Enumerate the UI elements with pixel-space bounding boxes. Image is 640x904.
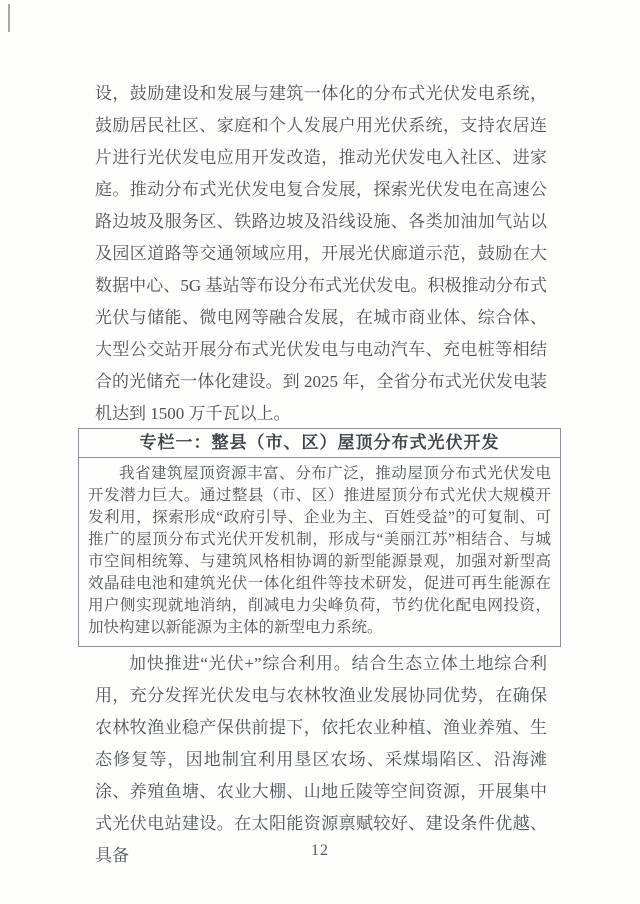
body-paragraph-1: 设，鼓励建设和发展与建筑一体化的分布式光伏发电系统，鼓励居民社区、家庭和个人发展户用光伏系统，支持农居连片进行光伏发电应用开发改造，推动光伏发电入社区、进家庭。推动分布式光伏发电复合发展，探索光伏发电在高速公路边坡及服务区、铁路边坡及沿线设施、各类加油加气站以及园区道路等交通领域应用，开展光伏廊道示范，鼓励在大数据中心、5G 基站等布设分布式光伏发电。积极推动分布式光伏与储能、微电网等融合发展，在城市商业体、综合体、大型公交站开展分布式光伏发电与电动汽车、充电桩等相结合的光储充一体化建设。到 2025 年，全省分布式光伏发电装机达到 1500 万千瓦以上。 <box>95 84 547 423</box>
body-paragraph-2: 加快推进“光伏+”综合利用。结合生态立体土地综合利用，充分发挥光伏发电与农林牧渔业发展协同优势，在确保农林牧渔业稳产保供前提下，依托农业种植、渔业养殖、生态修复等，因地制宜利用垦区农场、采煤塌陷区、沿海滩涂、养殖鱼塘、农业大棚、山地丘陵等空间资源，开展集中式光伏电站建设。在太阳能资源禀赋较好、建设条件优越、具备 <box>95 654 547 865</box>
column-box-title: 专栏一：整县（市、区）屋顶分布式光伏开发 <box>79 429 560 458</box>
scan-artifact-line <box>8 4 10 32</box>
page-number: 12 <box>311 842 329 859</box>
column-box <box>78 428 561 647</box>
column-box-body: 我省建筑屋顶资源丰富、分布广泛，推动屋顶分布式光伏发电开发潜力巨大。通过整县（市、区）推进屋顶分布式光伏大规模开发利用，探索形成“政府引导、企业为主、百姓受益”的可复制、可推广的屋顶分布式光伏开发机制，形成与“美丽江苏”相结合、与城市空间相统筹、与建筑风格相协调的新型能源景观，加强对新型高效晶硅电池和建筑光伏一体化组件等技术研发，促进可再生能源在用户侧实现就地消纳，削减电力尖峰负荷，节约优化配电网投资，加快构建以新能源为主体的新型电力系统。 <box>88 465 551 636</box>
